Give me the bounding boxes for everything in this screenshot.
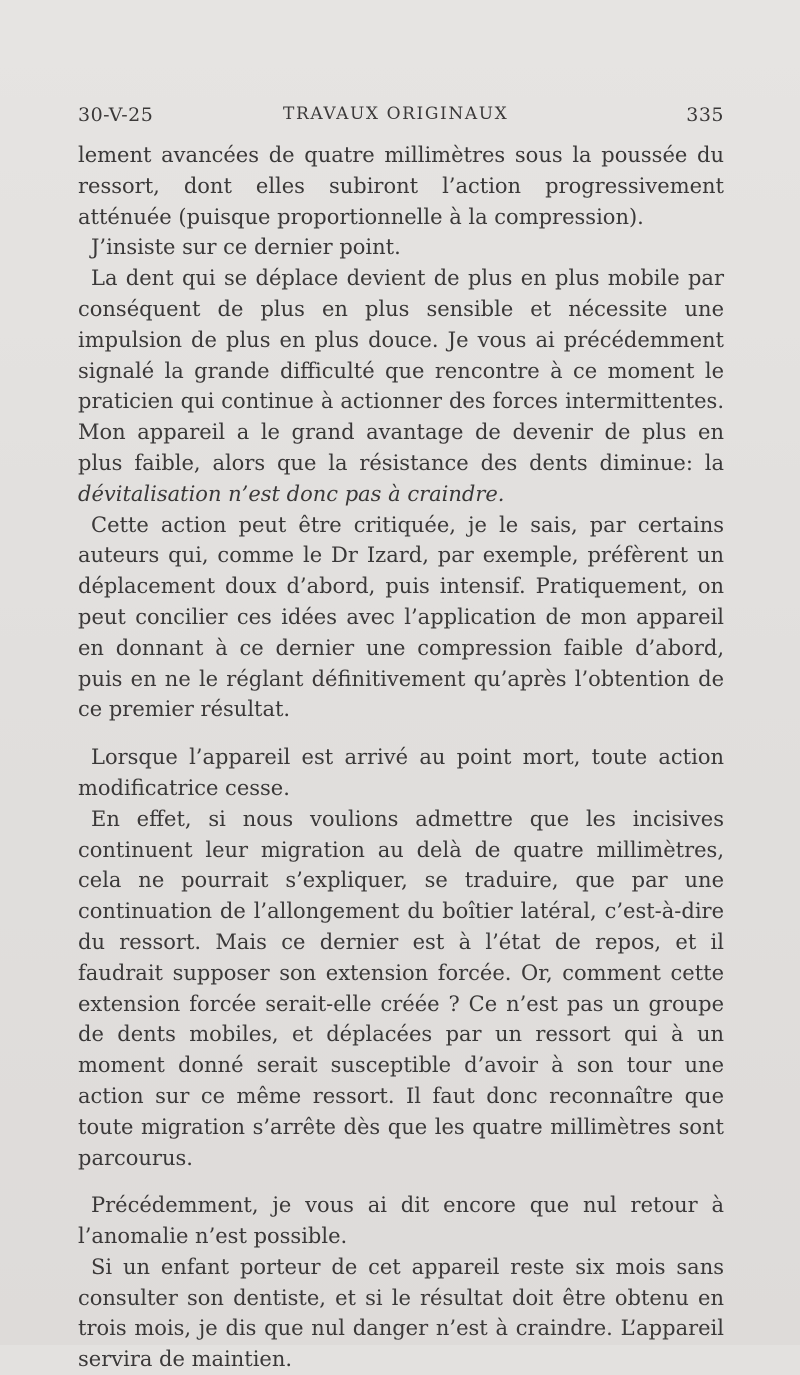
body-text (78, 140, 724, 1375)
paragraph-continuation: lement avancées de quatre millimètres sous la poussée du ressort, dont elles subiront l’action progressivement atténuée (puisque proportionnelle à la compression). (78, 143, 724, 229)
header-section-title: TRAVAUX ORIGINAUX (283, 104, 509, 124)
paragraph-mobile-tooth-text: La dent qui se déplace devient de plus en plus mobile par conséquent de plus en plus sensible et nécessite une impulsion de plus en plus douce. Je vous ai précédemment signalé la grande difficulté que rencontre à ce moment le praticien qui continue à actionner des forces intermittentes. Mon appareil a le grand avantage de devenir de plus en plus faible, alors que la résistance des dents diminue: la (78, 266, 724, 475)
paragraph-criticism: Cette action peut être critiquée, je le sais, par certains auteurs qui, comme le Dr Izard, par exemple, préfèrent un déplacement doux d’abord, puis intensif. Pratiquement, on peut concilier ces idées avec l’application de mon appareil en donnant à ce dernier une compression faible d’abord, puis en ne le réglant définitivement qu’après l’obtention de ce premier résultat. (78, 512, 724, 722)
paragraph-mobile-tooth (78, 263, 724, 509)
paragraph-maintenance: Si un enfant porteur de cet appareil reste six mois sans consulter son dentiste, et si le résultat doit être obtenu en trois mois, je dis que nul danger n’est à craindre. L’appareil servira de maintien. (78, 1254, 724, 1372)
running-header (78, 104, 724, 132)
header-date: 30-V-25 (78, 104, 154, 126)
paragraph-no-return: Précédemment, je vous ai dit encore que nul retour à l’anomalie n’est possible. (78, 1193, 724, 1249)
emphasis-devitalisation: dévitalisation n’est donc pas à craindre. (78, 481, 505, 506)
page-number: 335 (686, 104, 724, 126)
paragraph-migration: En effet, si nous voulions admettre que les incisives continuent leur migration au delà de quatre millimètres, cela ne pourrait s’expliquer, se traduire, que par une continuation de l’allongement du boîtier latéral, c’est-à-dire du ressort. Mais ce dernier est à l’état de repos, et il faudrait supposer son extension forcée. Or, comment cette extension forcée serait-elle créée ? Ce n’est pas un groupe de dents mobiles, et déplacées par un ressort qui à un moment donné serait susceptible d’avoir à son tour une action sur ce même ressort. Il faut donc reconnaître que toute migration s’arrête dès que les quatre millimètres sont parcourus. (78, 806, 724, 1170)
paragraph-insist: J’insiste sur ce dernier point. (91, 235, 401, 260)
paragraph-dead-point: Lorsque l’appareil est arrivé au point mort, toute action modificatrice cesse. (78, 745, 724, 800)
